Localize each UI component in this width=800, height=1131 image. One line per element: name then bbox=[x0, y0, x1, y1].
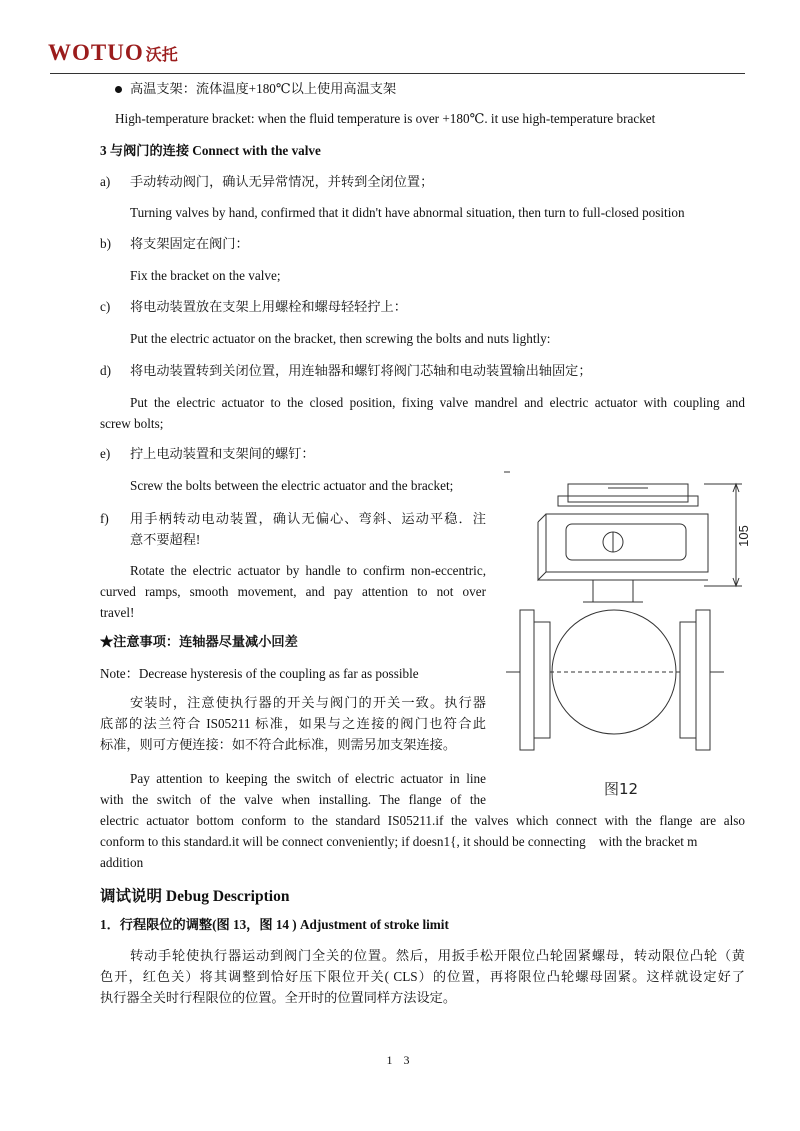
install-en-line4: conform to this standard.it will be connect conveniently; if doesn1{, it should be connecting with the bracket m bbox=[100, 834, 698, 849]
install-en-line1: Pay attention to keeping the switch of electric actuator in line bbox=[130, 771, 486, 786]
install-en-line5: addition bbox=[100, 855, 144, 870]
section-heading-connect: 3 与阀门的连接 Connect with the valve bbox=[100, 143, 321, 158]
step-c-cn: 将电动装置放在支架上用螺栓和螺母轻轻拧上： bbox=[130, 299, 407, 314]
stroke-line2: 色开，红色关）将其调整到恰好压下限位开关( CLS）的位置，再将限位凸轮螺母固紧。这样就设定好了 bbox=[100, 969, 745, 984]
step-f-label: f) bbox=[100, 511, 109, 526]
brand-logo bbox=[48, 40, 178, 66]
note-en: Note：Decrease hysteresis of the coupling as far as possible bbox=[100, 666, 419, 681]
step-d-en-line2: screw bolts; bbox=[100, 416, 164, 431]
note-heading-cn: ★注意事项：连轴器尽量减小回差 bbox=[100, 634, 298, 649]
stroke-limit-body bbox=[100, 945, 745, 1008]
bracket-neck bbox=[593, 580, 633, 602]
debug-heading: 调试说明 Debug Description bbox=[100, 888, 290, 905]
step-a-cn: 手动转动阀门，确认无异常情况，并转到全闭位置； bbox=[130, 174, 434, 189]
step-b-en: Fix the bracket on the valve; bbox=[130, 268, 281, 283]
install-cn-line3: 标准，则可方便连接：如不符合此标准，则需另加支架连接。 bbox=[100, 737, 457, 752]
step-b-cn: 将支架固定在阀门： bbox=[130, 236, 249, 251]
step-e-en: Screw the bolts between the electric actuator and the bracket; bbox=[130, 478, 454, 493]
stroke-limit-heading: 1．行程限位的调整(图 13，图 14 ) Adjustment of stroke limit bbox=[100, 917, 449, 932]
step-c-en: Put the electric actuator on the bracket, then screwing the bolts and nuts lightly: bbox=[130, 331, 551, 346]
logo-latin: WOTUO bbox=[48, 40, 144, 65]
step-f-en-line3: travel! bbox=[100, 605, 135, 620]
step-a-label: a) bbox=[100, 174, 111, 189]
install-cn bbox=[100, 692, 486, 755]
stroke-line3: 执行器全关时行程限位的位置。全开时的位置同样方法设定。 bbox=[100, 990, 457, 1005]
step-a-en: Turning valves by hand, confirmed that it didn't have abnormal situation, then turn to full-closed position bbox=[130, 205, 685, 220]
hightemp-en: High-temperature bracket: when the fluid temperature is over +180℃. it use high-temperature bracket bbox=[115, 111, 656, 126]
install-en-line3: electric actuator bottom conform to the standard IS05211.if the valves which connect with the flange are also bbox=[100, 813, 745, 828]
install-en-line2: with the switch of the valve when installing. The flange of the bbox=[100, 792, 486, 807]
stroke-line1: 转动手轮使执行器运动到阀门全关的位置。然后，用扳手松开限位凸轮固紧螺母，转动限位凸轮（黄 bbox=[130, 948, 745, 963]
install-en-narrow bbox=[100, 768, 486, 810]
step-e-label: e) bbox=[100, 446, 111, 461]
hightemp-cn: 高温支架：流体温度+180℃以上使用高温支架 bbox=[130, 81, 397, 96]
step-c-label: c) bbox=[100, 299, 111, 314]
header-rule bbox=[50, 73, 745, 74]
step-d-en bbox=[100, 392, 745, 434]
actuator-valve-figure bbox=[498, 462, 760, 812]
install-cn-line1: 安装时，注意使执行器的开关与阀门的开关一致。执行器 bbox=[130, 695, 486, 710]
step-f-en bbox=[100, 560, 486, 623]
step-f-cn-line1: 用手柄转动电动装置，确认无偏心、弯斜、运动平稳．注 bbox=[130, 511, 486, 526]
right-flange bbox=[696, 610, 710, 750]
dimension-label: 105 bbox=[736, 525, 751, 547]
figure-caption: 图12 bbox=[604, 780, 639, 798]
actuator-body bbox=[546, 514, 708, 572]
step-f-en-line2: curved ramps, smooth movement, and pay attention to not over bbox=[100, 584, 486, 599]
step-e-cn: 拧上电动装置和支架间的螺钉： bbox=[130, 446, 315, 461]
step-d-en-line1: Put the electric actuator to the closed position, fixing valve mandrel and electric actuator with coupling and bbox=[130, 395, 745, 410]
step-f-cn bbox=[130, 508, 486, 550]
step-b-label: b) bbox=[100, 236, 111, 251]
step-d-label: d) bbox=[100, 363, 111, 378]
install-en-wide bbox=[100, 810, 745, 873]
handwheel-window bbox=[566, 524, 686, 560]
logo-cn: 沃托 bbox=[145, 45, 178, 64]
step-f-en-line1: Rotate the electric actuator by handle to confirm non-eccentric, bbox=[130, 563, 486, 578]
install-cn-line2: 底部的法兰符合 IS05211 标准，如果与之连接的阀门也符合此 bbox=[100, 716, 486, 731]
step-f-cn-line2: 意不要超程! bbox=[130, 532, 201, 547]
actuator-top-cover bbox=[568, 484, 688, 502]
step-d-cn: 将电动装置转到关闭位置，用连轴器和螺钉将阀门芯轴和电动装置输出轴固定； bbox=[130, 363, 592, 378]
bullet-dot bbox=[115, 86, 122, 93]
left-flange bbox=[520, 610, 534, 750]
page-number: 1 3 bbox=[386, 1053, 414, 1067]
